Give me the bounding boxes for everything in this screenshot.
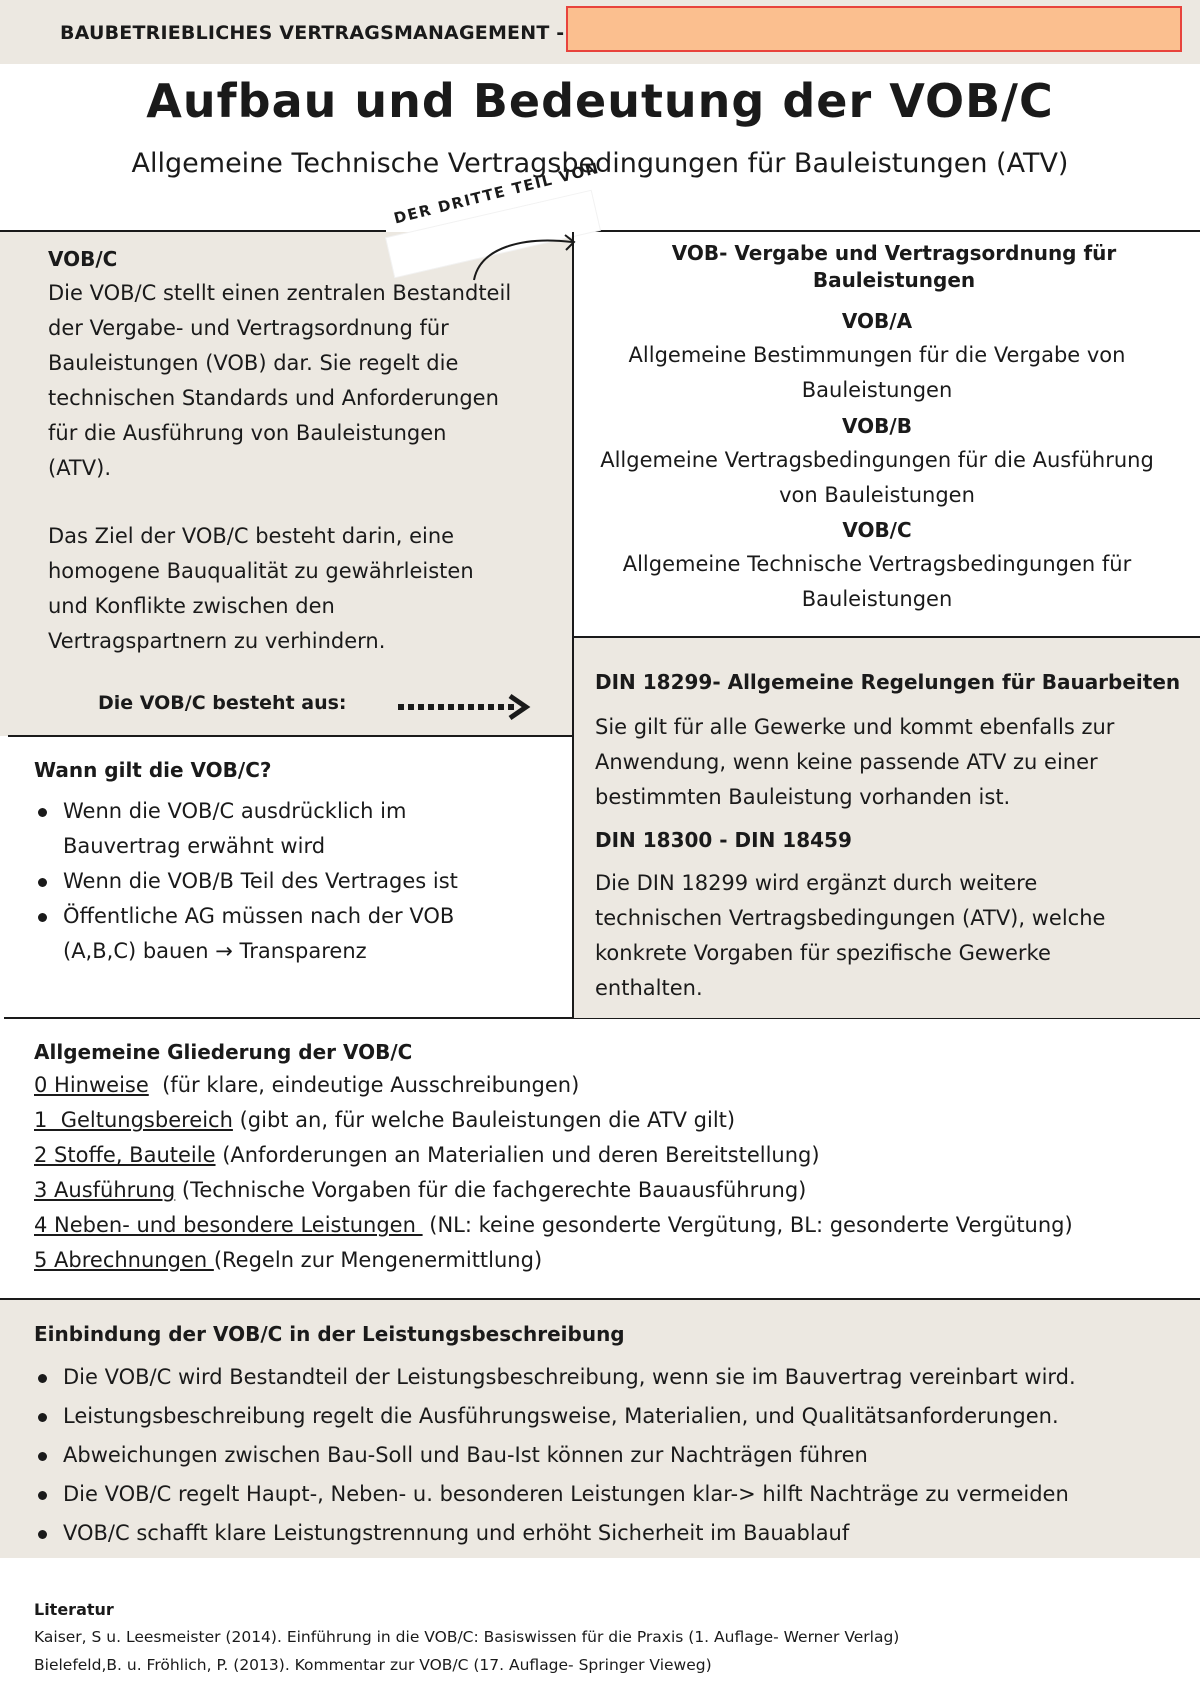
intro-paragraph-1 <box>48 276 558 486</box>
structure-desc: (NL: keine gesonderte Vergütung, BL: gesonderte Vergütung) <box>422 1213 1073 1237</box>
structure-row <box>34 1138 1184 1173</box>
text-line: Bauleistungen <box>812 268 976 292</box>
structure-title: 2 Stoffe, Bauteile <box>34 1143 216 1167</box>
din-18299-heading: DIN 18299- Allgemeine Regelungen für Bauarbeiten <box>595 670 1181 694</box>
list-item: Leistungsbeschreibung regelt die Ausführungsweise, Materialien, und Qualitätsanforderungen. <box>34 1397 1194 1436</box>
text-line: VOB- Vergabe und Vertragsordnung für <box>671 241 1117 265</box>
consists-label: Die VOB/C besteht aus: <box>98 692 347 714</box>
din-range-text <box>595 866 1185 1006</box>
text-line: Wenn die VOB/B Teil des Vertrages ist <box>63 869 458 893</box>
when-heading: Wann gilt die VOB/C? <box>34 758 272 782</box>
text-line: enthalten. <box>595 976 703 1000</box>
structure-desc: (Technische Vorgaben für die fachgerechte Bauausführung) <box>175 1178 807 1202</box>
structure-desc: (gibt an, für welche Bauleistungen die ATV gilt) <box>232 1108 736 1132</box>
text-line: Die VOB/C stellt einen zentralen Bestandteil <box>48 281 512 305</box>
vob-b-text <box>574 443 1180 513</box>
page-subtitle: Allgemeine Technische Vertragsbedingungen für Bauleistungen (ATV) <box>131 148 1069 179</box>
literature-ref: Bielefeld,B. u. Fröhlich, P. (2013). Kommentar zur VOB/C (17. Auflage- Springer Vieweg) <box>34 1656 712 1674</box>
course-label: BAUBETRIEBLICHES VERTRAGSMANAGEMENT - <box>60 22 565 44</box>
din-range-heading: DIN 18300 - DIN 18459 <box>595 828 852 852</box>
text-line: für die Ausführung von Bauleistungen <box>48 421 447 445</box>
text-line: Wenn die VOB/C ausdrücklich im <box>63 799 407 823</box>
divider-line <box>0 230 386 232</box>
text-line: Anwendung, wenn keine passende ATV zu einer <box>595 750 1098 774</box>
structure-title: 3 Ausführung <box>34 1178 176 1202</box>
text-line: Bauvertrag erwähnt wird <box>63 834 326 858</box>
text-line: technischen Standards und Anforderungen <box>48 386 499 410</box>
structure-desc: (Regeln zur Mengenermittlung) <box>213 1248 543 1272</box>
structure-row <box>34 1173 1184 1208</box>
vob-a-text <box>574 338 1180 408</box>
structure-desc: (für klare, eindeutige Ausschreibungen) <box>148 1073 580 1097</box>
text-line: Öffentliche AG müssen nach der VOB <box>63 904 455 928</box>
text-line: der Vergabe- und Vertragsordnung für <box>48 316 449 340</box>
text-line: Sie gilt für alle Gewerke und kommt ebenfalls zur <box>595 715 1115 739</box>
din-18299-text <box>595 710 1185 815</box>
structure-row <box>34 1243 1184 1278</box>
list-item: Abweichungen zwischen Bau-Soll und Bau-Ist können zur Nachträgen führen <box>34 1436 1194 1475</box>
text-line: Allgemeine Bestimmungen für die Vergabe von <box>628 343 1126 367</box>
text-line: Das Ziel der VOB/C besteht darin, eine <box>48 524 455 548</box>
text-line: Bauleistungen (VOB) dar. Sie regelt die <box>48 351 459 375</box>
when-list <box>34 794 554 969</box>
text-line: von Bauleistungen <box>779 483 975 507</box>
tag-label: DER DRITTE TEIL VON <box>392 158 602 228</box>
structure-title: 4 Neben- und besondere Leistungen <box>34 1213 423 1237</box>
structure-heading: Allgemeine Gliederung der VOB/C <box>34 1040 413 1064</box>
list-item <box>34 899 554 969</box>
structure-row <box>34 1103 1184 1138</box>
list-item: Die VOB/C regelt Haupt-, Neben- u. besonderen Leistungen klar-> hilft Nachträge zu vermeiden <box>34 1475 1194 1514</box>
list-item <box>34 864 554 899</box>
text-line: Die DIN 18299 wird ergänzt durch weitere <box>595 871 1038 895</box>
text-line: technischen Vertragsbedingungen (ATV), welche <box>595 906 1106 930</box>
structure-title: 0 Hinweise <box>34 1073 149 1097</box>
structure-list <box>34 1068 1184 1278</box>
vob-title <box>574 240 1200 294</box>
intro-paragraph-2 <box>48 519 558 659</box>
text-line: Vertragspartnern zu verhindern. <box>48 629 386 653</box>
structure-desc: (Anforderungen an Materialien und deren Bereitstellung) <box>215 1143 820 1167</box>
vob-a-heading: VOB/A <box>841 309 913 333</box>
text-line: homogene Bauqualität zu gewährleisten <box>48 559 474 583</box>
list-item <box>34 794 554 864</box>
structure-title: 1 Geltungsbereich <box>34 1108 233 1132</box>
text-line: Bauleistungen <box>801 378 953 402</box>
text-line: Allgemeine Vertragsbedingungen für die Ausführung <box>600 448 1154 472</box>
text-line: konkrete Vorgaben für spezifische Gewerke <box>595 941 1051 965</box>
text-line: (ATV). <box>48 456 111 480</box>
list-item: Die VOB/C wird Bestandteil der Leistungsbeschreibung, wenn sie im Bauvertrag vereinbart wird. <box>34 1358 1194 1397</box>
literature-ref: Kaiser, S u. Leesmeister (2014). Einführung in die VOB/C: Basiswissen für die Praxis (1. Auflage- Werner Verlag) <box>34 1628 900 1646</box>
page-title: Aufbau und Bedeutung der VOB/C <box>146 74 1054 128</box>
structure-title: 5 Abrechnungen <box>34 1248 214 1272</box>
vob-c-text <box>574 547 1180 617</box>
integration-heading: Einbindung der VOB/C in der Leistungsbeschreibung <box>34 1322 625 1346</box>
intro-heading: VOB/C <box>48 247 118 271</box>
vob-b-heading: VOB/B <box>842 414 912 438</box>
integration-list <box>34 1358 1194 1553</box>
structure-row <box>34 1068 1184 1103</box>
text-line: und Konflikte zwischen den <box>48 594 335 618</box>
vob-c-heading: VOB/C <box>842 518 912 542</box>
redacted-name-box <box>566 6 1182 52</box>
structure-row <box>34 1208 1184 1243</box>
text-line: Allgemeine Technische Vertragsbedingungen für <box>622 552 1132 576</box>
text-line: Bauleistungen <box>801 587 953 611</box>
text-line: (A,B,C) bauen → Transparenz <box>63 939 367 963</box>
list-item: VOB/C schafft klare Leistungstrennung und erhöht Sicherheit im Bauablauf <box>34 1514 1194 1553</box>
text-line: bestimmten Bauleistung vorhanden ist. <box>595 785 1011 809</box>
literature-heading: Literatur <box>34 1600 114 1619</box>
dotted-arrow-icon <box>396 692 536 722</box>
divider-line <box>8 735 572 737</box>
divider-line <box>540 230 1200 232</box>
